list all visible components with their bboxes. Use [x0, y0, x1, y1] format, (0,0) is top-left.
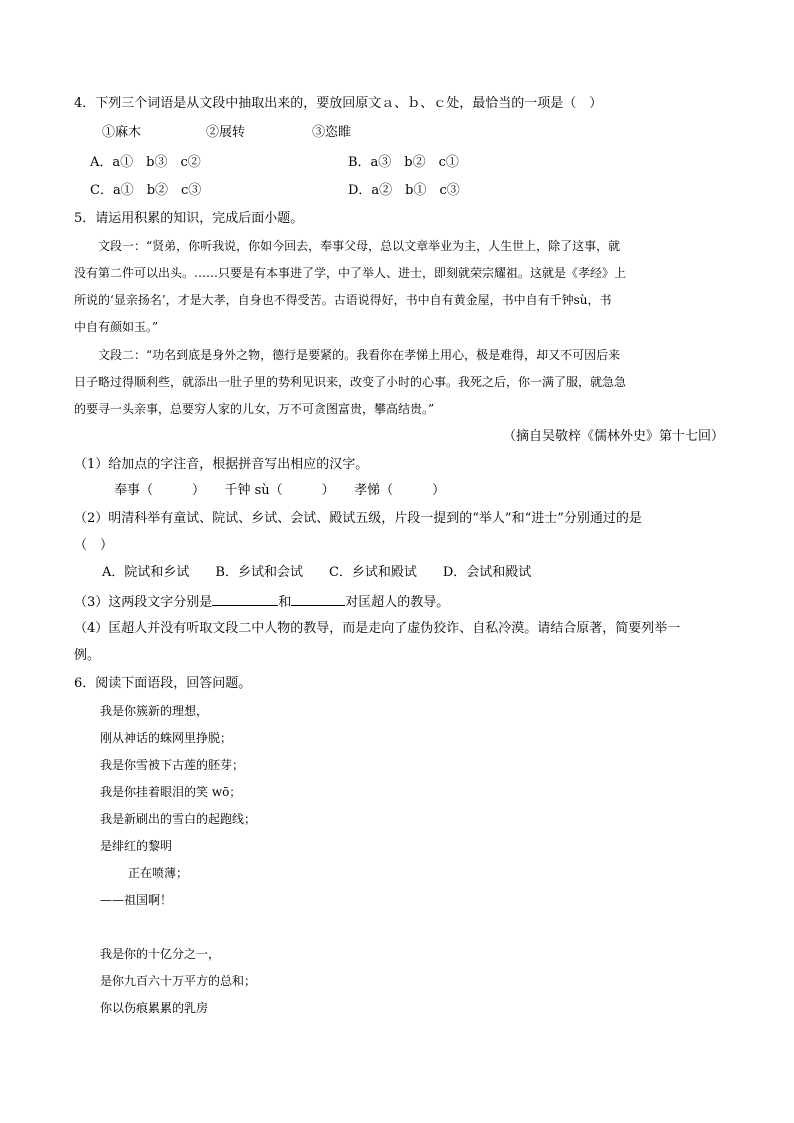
- q5-sub3-text-b: 和: [278, 595, 292, 610]
- q4-word-1: ①麻木: [102, 125, 142, 140]
- q5-sub4-line2: 例。: [74, 648, 101, 663]
- q5-sub3-blank-2[interactable]: [291, 593, 345, 606]
- q5-sub3-text-a: （3）这两段文字分别是: [74, 595, 213, 610]
- q5-sub1: （1）给加点的字注音，根据拼音写出相应的汉字。: [74, 457, 369, 472]
- q4-option-a: A．a① b③ c②: [90, 155, 201, 170]
- q5-passage1-line1: 文段一：“贤弟，你听我说，你如今回去，奉事父母，总以文章举业为主，人生世上，除了这事，就: [98, 239, 621, 253]
- q4-word-2: ②展转: [206, 125, 246, 140]
- q4-option-d: D．a② b① c③: [348, 183, 460, 198]
- q5-sub4-line1: （4）匡超人并没有听取文段二中人物的教导，而是走向了虚伪狡诈、自私冷漠。请结合原著，简要列举一: [74, 621, 681, 636]
- poem-line: 我是你簇新的理想，: [100, 704, 209, 718]
- q5-sub1-items: 奉事（ ） 千钟 sù（ ） 孝悌（ ）: [114, 483, 446, 498]
- q5-sub3-blank-1[interactable]: [212, 593, 278, 606]
- q5-sub3-text-c: 对匡超人的教导。: [345, 595, 450, 610]
- q5-sub2-line2: （ ）: [74, 538, 114, 553]
- q4-stem: 4．下列三个词语是从文段中抽取出来的，要放回原文ａ、ｂ、ｃ处，最恰当的一项是（ ）: [74, 96, 603, 111]
- q5-passage2-line2: 日子略过得顺利些，就添出一肚子里的势利见识来，改变了小时的心事。我死之后，你一满了服，就急急: [74, 375, 627, 389]
- q5-passage1-line4: 中自有颜如玉。”: [74, 320, 159, 334]
- poem-line: 我是你雪被下古莲的胚芽；: [100, 758, 245, 772]
- poem-line: 我是你的十亿分之一，: [100, 947, 221, 961]
- q4-word-3: ③恣睢: [312, 125, 352, 140]
- poem-line: 是绯红的黎明: [100, 839, 173, 853]
- q5-source: （摘自吴敬梓《儒林外史》第十七回）: [502, 429, 724, 444]
- q5-sub3: [74, 593, 449, 611]
- q5-passage2-line1: 文段二：“功名到底是身外之物，德行是要紧的。我看你在孝悌上用心，极是难得，却又不可因后来: [98, 348, 621, 362]
- q6-stem: 6．阅读下面语段，回答问题。: [74, 676, 252, 691]
- q5-passage1-line3: 所说的‘显亲扬名’，才是大孝，自身也不得受苦。古语说得好，书中自有黄金屋，书中自有千钟sù，书: [74, 293, 612, 307]
- poem-line: ——祖国啊！: [100, 893, 173, 907]
- q4-option-c: C．a① b② c③: [90, 183, 202, 198]
- poem-line: 刚从神话的蛛网里挣脱；: [100, 731, 233, 745]
- poem-line: 我是你挂着眼泪的笑 wō；: [100, 785, 242, 799]
- poem-line: 我是新刷出的雪白的起跑线；: [100, 812, 257, 826]
- q5-sub2-line1: （2）明清科举有童试、院试、乡试、会试、殿试五级，片段一提到的“举人”和“进士”分别通过的是: [74, 511, 642, 526]
- poem-line: 你以伤痕累累的乳房: [100, 1001, 209, 1015]
- q5-passage1-line2: 没有第二件可以出头。……只要是有本事进了学，中了举人、进士，即刻就荣宗耀祖。这就是《孝经》上: [74, 266, 627, 280]
- q4-option-b: B．a③ b② c①: [348, 155, 459, 170]
- q5-stem: 5．请运用积累的知识，完成后面小题。: [74, 211, 304, 226]
- q5-sub2-options: A．院试和乡试 B．乡试和会试 C．乡试和殿试 D．会试和殿试: [102, 565, 532, 580]
- q5-passage2-line3: 的要寻一头亲事，总要穷人家的儿女，万不可贪图富贵，攀高结贵。”: [74, 402, 435, 416]
- poem-line: 是你九百六十万平方的总和；: [100, 974, 257, 988]
- poem-line: 正在喷薄；: [128, 866, 189, 880]
